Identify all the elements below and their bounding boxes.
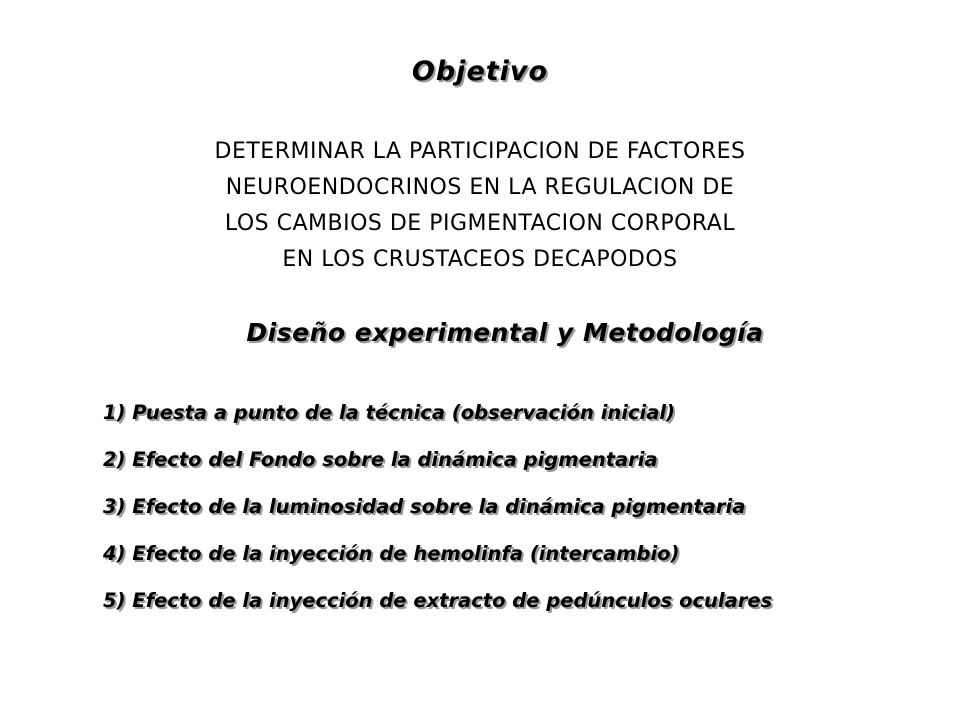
objective-line: DETERMINAR LA PARTICIPACION DE FACTORES — [214, 139, 746, 164]
list-item: 1) Puesta a punto de la técnica (observación inicial) — [103, 401, 675, 424]
objective-line: NEUROENDOCRINOS EN LA REGULACION DE — [225, 175, 735, 200]
list-item: 3) Efecto de la luminosidad sobre la dinámica pigmentaria — [103, 495, 746, 518]
list-item: 5) Efecto de la inyección de extracto de pedúnculos oculares — [103, 589, 773, 612]
objective-line: LOS CAMBIOS DE PIGMENTACION CORPORAL — [224, 211, 736, 236]
objective-text — [60, 134, 900, 278]
list-item: 2) Efecto del Fondo sobre la dinámica pigmentaria — [103, 448, 658, 471]
list-item: 4) Efecto de la inyección de hemolinfa (intercambio) — [103, 542, 680, 565]
section-subtitle: Diseño experimental y Metodología — [246, 318, 764, 347]
objective-line: EN LOS CRUSTACEOS DECAPODOS — [282, 247, 678, 272]
slide-title: Objetivo — [411, 56, 549, 87]
methodology-list — [103, 398, 923, 633]
